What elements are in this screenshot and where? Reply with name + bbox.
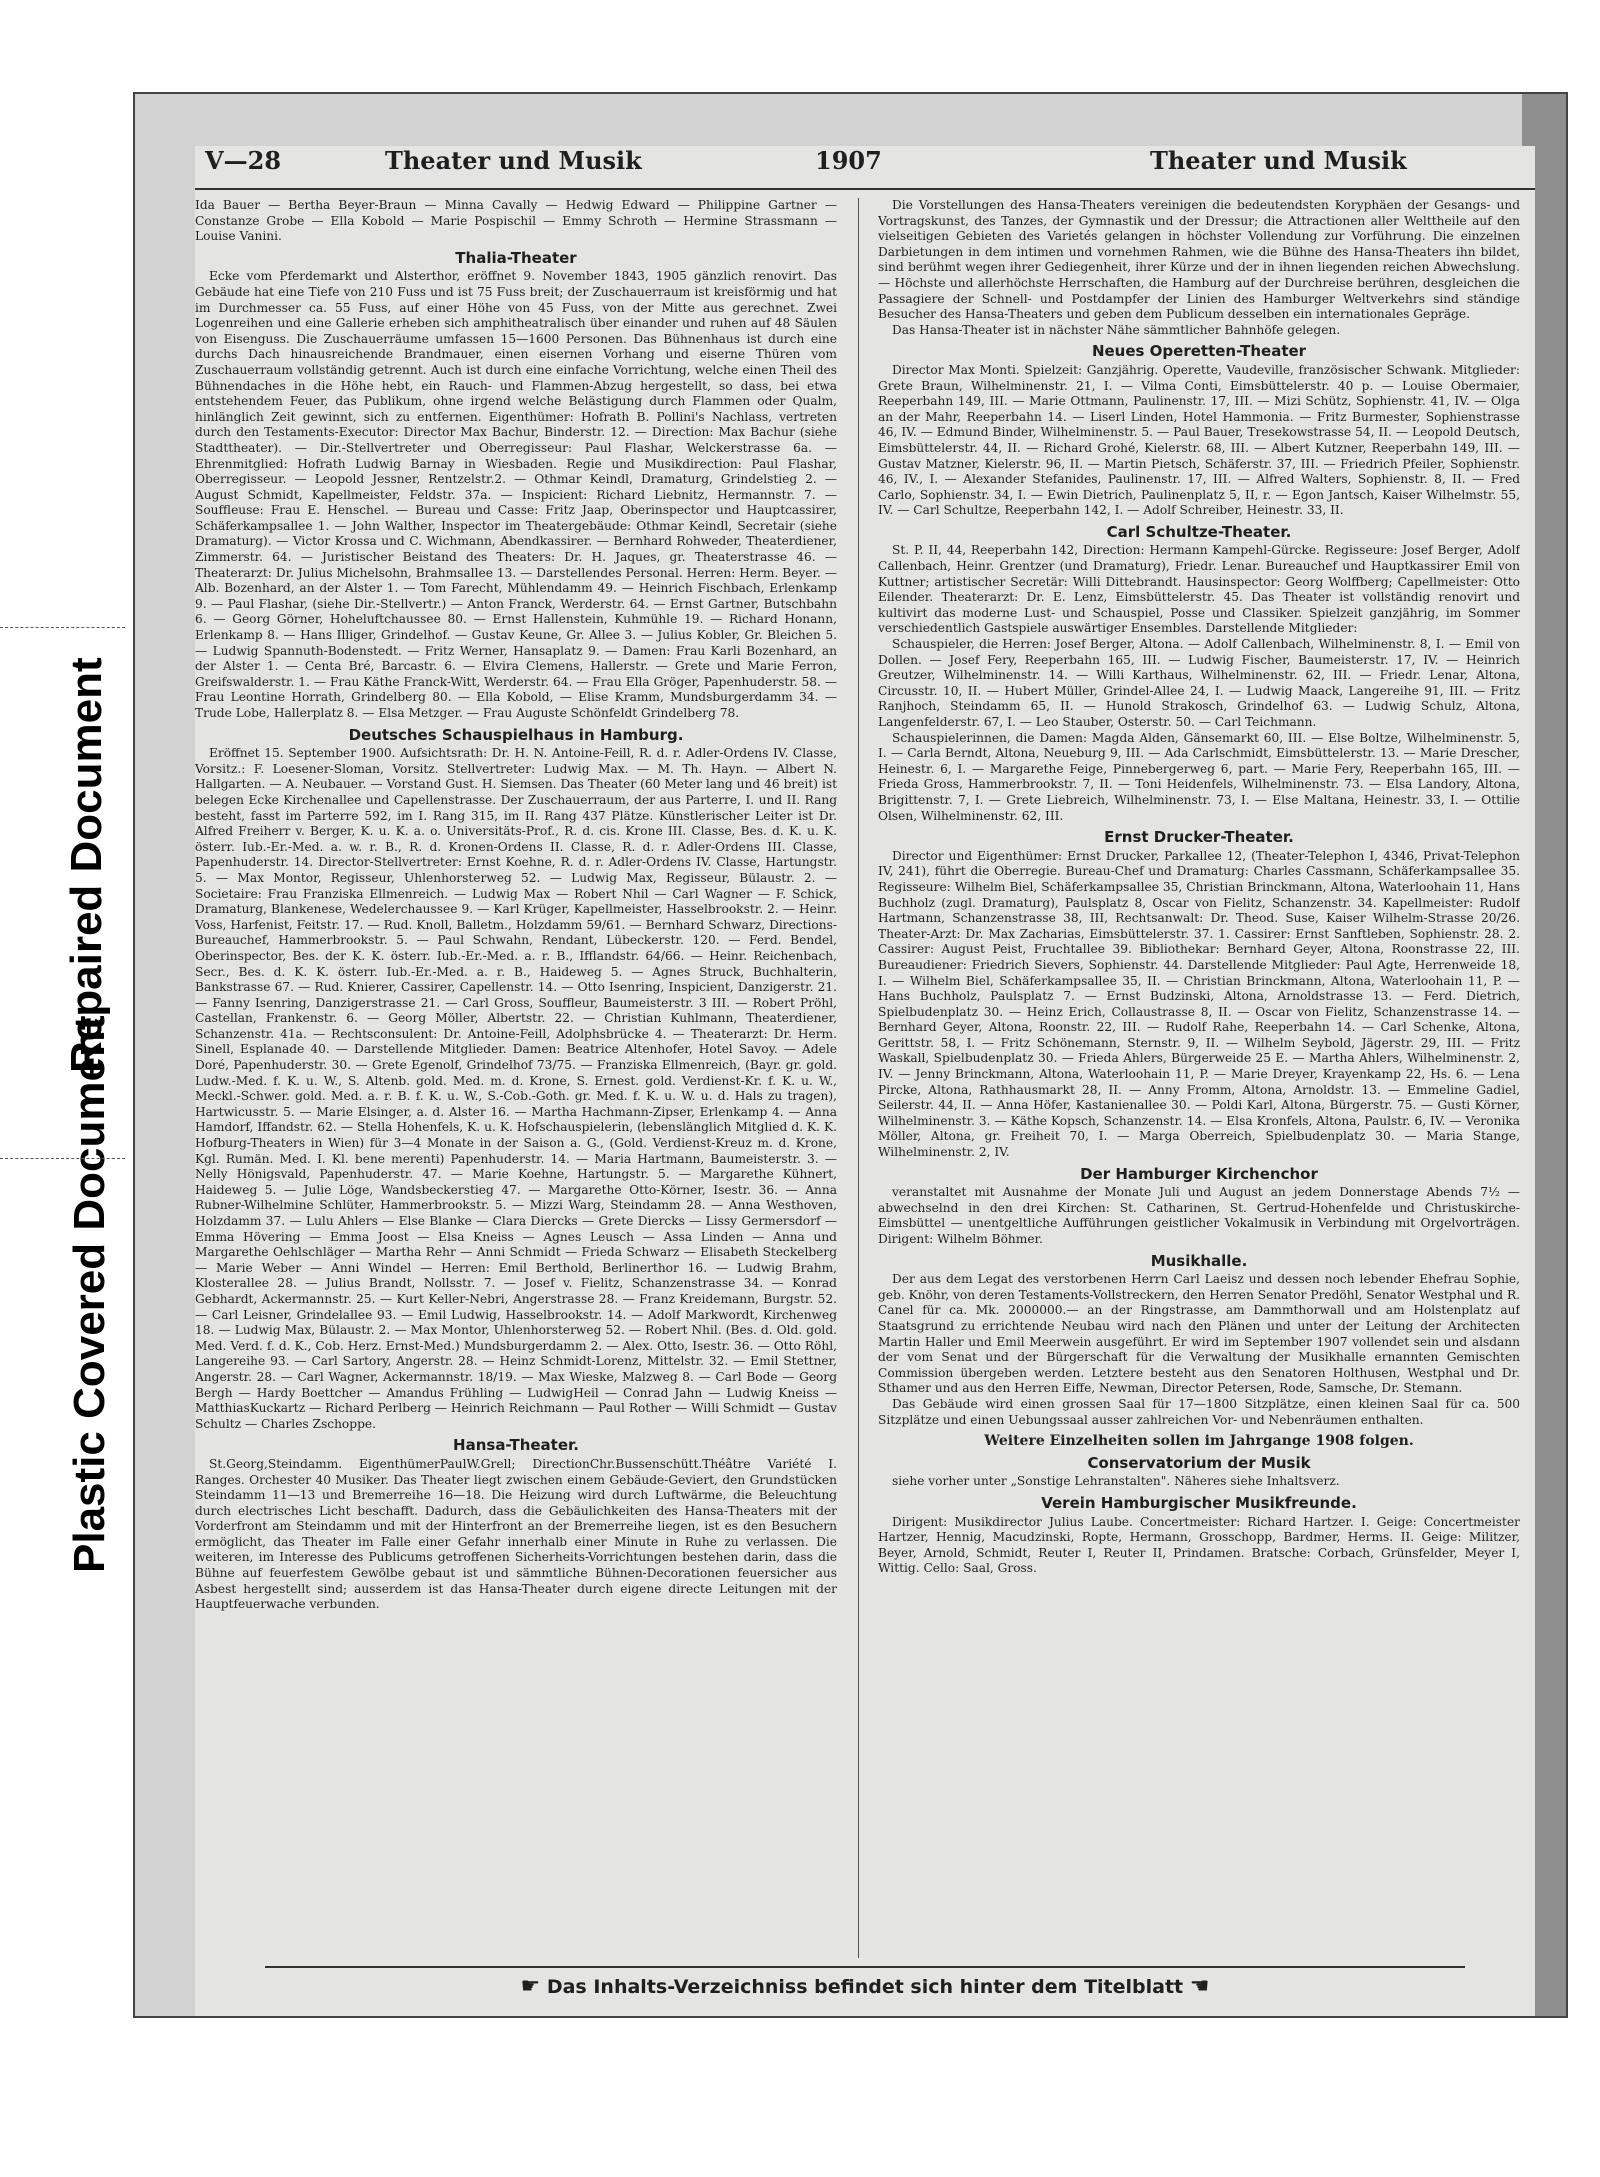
hansa-note: Das Hansa-Theater ist in nächster Nähe sämmtlicher Bahnhöfe gelegen.	[892, 322, 1341, 337]
header-right-title: Theater und Musik	[1150, 146, 1407, 175]
header-left-title: Theater und Musik	[385, 146, 642, 175]
schultze-members-paragraph: Schauspieler, die Herren: Josef Berger, Altona. — Adolf Callenbach, Wilhelminenstr. 8, I. — Emil von Dollen. — Josef Fery, Reeperbahn 165, III. — Ludwig Fischer, Baumeisterstr. 17, IV. — Heinrich Greutzer, Wilhelminenstr. 14. — Willi Karthaus, Wilhelminenstr. 62, III. — Friedr. Lenar, Altona, Circusstr. 10, II. — Hubert Müller, Grindel-Allee 24, I. — Ludwig Maack, Langereihe 91, III. — Fritz Ranjhoch, Steindamm 65, II. — Hunold Strakosch, Grindelhof 63. — Ludwig Schulz, Altona, Langenfelderstr. 67, I. — Leo Stauber, Osterstr. 50. — Carl Teichmann.	[878, 637, 1520, 729]
column-divider	[858, 198, 859, 1958]
verein-heading: Verein Hamburgischer Musikfreunde.	[1041, 1493, 1357, 1512]
schultze-heading: Carl Schultze-Theater.	[1106, 522, 1292, 541]
scanned-page	[133, 92, 1568, 2018]
musikhalle-paragraph-2: Das Gebäude wird einen grossen Saal für 17—1800 Sitzplätze, einen kleinen Saal für ca. 500 Sitzplätze und einen Uebungssaal ausser zahlreichen Vor- und Nebenräumen enthalten.	[878, 1396, 1520, 1427]
intro-paragraph: Ida Bauer — Bertha Beyer-Braun — Minna Cavally — Hedwig Edward — Philippine Gartner — Constanze Grobe — Ella Kobold — Marie Pospischil — Emmy Schroth — Hermine Strassmann — Louise Vanini.	[195, 198, 837, 244]
schauspielhaus-paragraph: Eröffnet 15. September 1900. Aufsichtsrath: Dr. H. N. Antoine-Feill, R. d. r. Adler-Ordens IV. Classe, Vorsitz.: F. Loesener-Sloman, Vorsitz. Stellvertreter: Ludwig Max. — M. Th. Hayn. — Albert N. Hallgarten. — A. Neubauer. — Vorstand Gust. H. Siemsen. Das Theater (60 Meter lang und 46 breit) ist belegen Ecke Kirchenallee und Capellenstrasse. Der Zuschauerraum, der aus Parterre, I. und II. Rang besteht, fasst im Parterre 592, im I. Rang 315, im II. Rang 437 Plätze. Künstlerischer Leiter ist Dr. Alfred Freiherr v. Berger, K. u. K. a. o. Universitäts-Prof., R. d. cis. Krone III. Classe, Bes. d. K. u. K. österr. Iub.-Er.-Med. a. w. r. B., R. d. Kronen-Ordens II. Classe, R. d. r. Adler-Ordens III. Classe, Papenhuderstr. 14. Director-Stellvertreter: Ernst Koehne, R. d. r. Adler-Ordens IV. Classe, Hartungstr. 5. — Max Montor, Regisseur, Uhlenhorsterweg 52. — Ludwig Max, Regisseur, Bülaustr. 2. — Societaire: Frau Franziska Ellmenreich. — Ludwig Max — Robert Nhil — Carl Wagner — F. Schick, Dramaturg, Blankenese, Wedelerchaussee 9. — Karl Krüger, Kapellmeister, Hasselbrookstr. 2. — Heinr. Voss, Harfenist, Feitstr. 17. — Rud. Knoll, Balletm., Holzdamm 59/61. — Bernhard Schwarz, Directions-Bureauchef, Hammerbrookstr. 5. — Paul Schwahn, Rendant, Lübeckerstr. 120. — Ferd. Bendel, Oberinspector, Bes. der K. K. österr. Iub.-Er.-Med. a. r. B., Ifflandstr. 64/66. — Heinr. Reichenbach, Secr., Bes. d. K. K. österr. Iub.-Er.-Med. a. r. B., Haideweg 5. — Agnes Struck, Buchhalterin, Bankstrasse 67. — Rud. Knierer, Cassirer, Capellenstr. 14. — Otto Isenring, Inspicient, Danzigerstr. 21. — Fanny Isenring, Danzigerstrasse 21. — Carl Gross, Souffleur, Baumeisterstr. 3 III. — Robert Pröhl, Castellan, Frankenstr. 6. — Georg Möller, Albertstr. 22. — Christian Kuhlmann, Theaterdiener, Schanzenstr. 41a. — Rechtsconsulent: Dr. Antoine-Feill, Adolphsbrücke 4. — Theaterarzt: Dr. Herm. Sinell, Esplanade 40. — Darstellende Mitglieder. Damen: Beatrice Altenhofer, Hotel Savoy. — Adele Doré, Papenhuderstr. 30. — Grete Egenolf, Grindelhof 73/75. — Franziska Ellmenreich, (Bayr. gr. gold. Ludw.-Med. f. K. u. W., S. Altenb. gold. Med. m. d. Krone, S. Ernest. gold. Verdienst-Kr. f. K. u. W., Meckl.-Schwer. gold. Med. a. r. B. f. K. u. W., S.-Cob.-Goth. gr. Med. f. K. u. W. u. d. Hals zu tragen), Hartwicusstr. 5. — Marie Elsinger, a. d. Alster 16. — Martha Hachmann-Zipser, Erlenkamp 4. — Anna Hamdorf, Iffandstr. 62. — Stella Hohenfels, K. u. K. Hofschauspielerin, (lebenslänglich Mitglied d. K. K. Hofburg-Theaters in Wien) für 3—4 Monate in der Saison a. G., (Gold. Verdienst-Kreuz m. d. Krone, Kgl. Rumän. Med. I. Kl. bene merenti) Papenhuderstr. 14. — Maria Hartmann, Baumeisterstr. 3. — Nelly Hönigsvald, Papenhuderstr. 47. — Marie Koehne, Hartungstr. 5. — Margarethe Kühnert, Haideweg 5. — Julie Löge, Wandsbeckerstieg 47. — Margarethe Otto-Körner, Isestr. 36. — Anna Rubner-Wilhelmine Schlüter, Hammerbrookstr. 5. — Mizzi Warg, Steindamm 28. — Anna Westhoven, Holzdamm 37. — Lulu Ahlers — Else Blanke — Clara Diercks — Grete Diercks — Lissy Germersdorf — Emma Hövering — Emma Joost — Elsa Kneiss — Agnes Leusch — Assa Linden — Anna und Margarethe Oehlschläger — Martha Rehr — Anni Schmidt — Frieda Schwarz — Elisabeth Steckelberg — Marie Weber — Anni Windel — Herren: Emil Berthold, Berlinerthor 16. — Ludwig Brahm, Klosterallee 28. — Julius Brandt, Nollsstr. 7. — Josef v. Fielitz, Schanzenstrasse 34. — Konrad Gebhardt, Ackermannstr. 25. — Kurt Keller-Nebri, Angerstrasse 28. — Franz Kreidemann, Burgstr. 52. — Carl Leisner, Grindelallee 93. — Emil Ludwig, Hasselbrookstr. 14. — Adolf Markwordt, Kirchenweg 18. — Ludwig Max, Bülaustr. 2. — Max Montor, Uhlenhorsterweg 52. — Robert Nhil. (Bes. d. Old. gold. Med. Verd. f. d. K., Cob. Herz. Ernst-Med.) Mundsburgerdamm 2. — Alex. Otto, Isestr. 36. — Otto Röhl, Langereihe 93. — Carl Sartory, Angerstr. 28. — Heinz Schmidt-Lorenz, Mittelstr. 32. — Emil Stettner, Angerstr. 28. — Carl Wagner, Ackermannstr. 18/19. — Max Wieske, Malzweg 8. — Carl Bode — Georg Bergh — Hardy Boettcher — Amandus Frühling — LudwigHeil — Conrad Jahn — Ludwig Kneiss — MatthiasKuckartz — Richard Perlberg — Heinrich Reichmann — Paul Rother — Willi Schmidt — Gustav Schultz — Charles Zschoppe.	[195, 746, 837, 1431]
drucker-heading: Ernst Drucker-Theater.	[1104, 828, 1294, 847]
left-column	[195, 198, 837, 1958]
footer-text: Das Inhalts-Verzeichniss befindet sich hinter dem Titelblatt	[546, 1976, 1184, 1998]
page-number: V—28	[205, 146, 282, 175]
hansa-continued-paragraph: Die Vorstellungen des Hansa-Theaters vereinigen die bedeutendsten Koryphäen der Gesangs- und Vortragskunst, des Tanzes, der Gymnastik und der Dressur; die Attractionen aller Welttheile auf den vielseitigen Gebieten des Varietés gelangen in höchster Vollendung zur Vorführung. Die einzelnen Darbietungen in dem intimen und vornehmen Rahmen, wie die Bühne des Hansa-Theaters ihn bildet, sind berühmt wegen ihrer Gediegenheit, ihrer Kürze und der in ihnen liegenden reichen Abwechslung. — Höchste und allerhöchste Herrschaften, die Hamburg auf der Durchreise berühren, desgleichen die Passagiere der Schnell- und Postdampfer der Linien des Hamburger Weltverkehrs sind ständige Besucher des Hansa-Theaters und geben dem Publicum desselben ein internationales Gepräge.	[878, 198, 1520, 322]
drucker-paragraph: Director und Eigenthümer: Ernst Drucker, Parkallee 12, (Theater-Telephon I, 4346, Privat-Telephon IV, 241), führt die Oberregie. Bureau-Chef und Dramaturg: Charles Cassmann, Schäferkampsallee 35. Regisseure: Wilhelm Biel, Schäferkampsallee 35, Christian Brinckmann, Altona, Waterloohain 11, Hans Buchholz (zugl. Dramaturg), Paulsplatz 8, Oscar von Fielitz, Schanzenstr. 34. Kapellmeister: Rudolf Hartmann, Schanzenstrasse 38, III, Rechtsanwalt: Dr. Theod. Suse, Kaiser Wilhelm-Strasse 20/26. Theater-Arzt: Dr. Max Zacharias, Eimsbüttelerstr. 37. 1. Cassirer: Ernst Sanftleben, Sophienstr. 28. 2. Cassirer: August Peist, Fruchtallee 39. Bibliothekar: Bernhard Geyer, Altona, Roonstrasse 22, III. Bureaudiener: Friedrich Sievers, Sophienstr. 44. Darstellende Mitglieder: Paul Agte, Herrenweide 18, I. — Wilhelm Biel, Schäferkampsallee 35, II. — Christian Brinckmann, Altona, Waterloohain 11, P. — Hans Buchholz, Paulsplatz 7. — Ernst Budzinski, Altona, Arnoldstrasse 13. — Ferd. Dietrich, Spielbudenplatz 30. — Heinz Erich, Collaustrasse 8, II. — Oscar von Fielitz, Schanzenstrasse 14. — Bernhard Geyer, Altona, Roonstr. 22, III. — Rudolf Rahe, Reeperbahn 14. — Carl Schenke, Altona, Gerittstr. 58, I. — Fritz Schönemann, Sternstr. 9, II. — Wilhelm Seybold, Jägerstr. 29, III. — Fritz Waskall, Spielbudenplatz 30. — Frieda Ahlers, Bürgerweide 25 E. — Martha Ahlers, Wilhelminenstr. 2, IV. — Jenny Brinckmann, Altona, Waterloohain 11, P. — Marie Dreyer, Krayenkamp 22, Hs. 6. — Lena Pircke, Altona, Rathhausmarkt 28, II. — Anny Fromm, Altona, Arnoldstr. 13. — Emmeline Gadiel, Seilerstr. 44, II. — Anna Höfer, Kastanienallee 30. — Poldi Karl, Altona, Bürgerstr. 75. — Gusti Körner, Wilhelminenstr. 3. — Käthe Kopsch, Schanzenstr. 14. — Elsa Kronfels, Altona, Paulstr. 6, IV. — Veronika Möller, Altona, gr. Freiheit 70, I. — Marga Oberreich, Spielbudenplatz 30. — Maria Stange, Wilhelminenstr. 2, IV.	[878, 848, 1520, 1160]
repaired-document-label: Repaired Document	[62, 657, 111, 1073]
conservatorium-heading: Conservatorium der Musik	[1087, 1453, 1311, 1472]
plastic-covered-label: Plastic Covered Document	[65, 1015, 114, 1573]
pointing-hand-left-icon: ☛	[520, 1974, 541, 1999]
right-column	[878, 198, 1520, 1958]
schultze-damen-paragraph: Schauspielerinnen, die Damen: Magda Alden, Gänsemarkt 60, III. — Else Boltze, Wilhelminenstr. 5, I. — Carla Berndt, Altona, Neueburg 9, III. — Ada Carlschmidt, Eimsbüttelerstr. 13. — Marie Drescher, Heinestr. 6, I. — Margarethe Feige, Pinnebergerweg 6, part. — Marie Fery, Reeperbahn 165, III. — Frieda Gross, Hammerbrookstr. 7, II. — Toni Heidenfels, Wilhelminenstr. 73. — Elsa Landory, Altona, Brigittenstr. 7, I. — Grete Liebreich, Wilhelminenstr. 73, I. — Else Maltana, Heinestr. 33, I. — Ottilie Olsen, Wilhelminenstr. 62, III.	[878, 730, 1520, 823]
page-header	[195, 146, 1535, 186]
thalia-paragraph: Ecke vom Pferdemarkt und Alsterthor, eröffnet 9. November 1843, 1905 gänzlich renovirt. Das Gebäude hat eine Tiefe von 210 Fuss und ist 75 Fuss breit; der Zuschauerraum ist kreisförmig und hat im Durchmesser ca. 55 Fuss, auf einer Höhe von 45 Fuss, von der Mitte aus gerechnet. Zwei Logenreihen und eine Gallerie erheben sich amphitheatralisch über einander und ruhen auf 48 Säulen von Eisenguss. Die Zuschauerräume umfassen 15—1600 Personen. Das Bühnenhaus ist durch eine durchs Dach hinausreichende Brandmauer, einen eisernen Vorhang und eiserne Thüren vom Zuschauerraum vollständig getrennt. Auch ist durch eine einfache Vorrichtung, welche einen Theil des Bühnendaches in die Höhe hebt, ein Rauch- und Flammen-Abzug hergestellt, so dass, bei etwa entstehendem Feuer, das Publikum, ohne irgend welche Belästigung durch Flammen oder Qualm, hinlänglich Zeit gewinnt, sich zu entfernen. Eigenthümer: Hofrath B. Pollini's Nachlass, vertreten durch den Testaments-Executor: Director Max Bachur, Binderstr. 12. — Direction: Max Bachur (siehe Stadttheater). — Dir.-Stellvertreter und Oberregisseur: Paul Flashar, Welckerstrasse 6a. — Ehrenmitglied: Hofrath Ludwig Barnay in Wiesbaden. Regie und Musikdirection: Paul Flashar, Oberregisseur. — Leopold Jessner, Rentzelstr.2. — Othmar Keindl, Dramaturg, Grindelstieg 2. — August Schmidt, Kapellmeister, Feldstr. 37a. — Inspicient: Richard Liebnitz, Hermannstr. 7. — Souffleuse: Frau E. Henschel. — Bureau und Casse: Fritz Jaap, Oberinspector und Hauptcassirer, Schäferkampsallee 1. — John Walther, Inspector im Theatergebäude: Othmar Keindl, Secretair (siehe Dramaturg). — Victor Krossa und C. Wichmann, Abendkassirer. — Bernhard Rohweder, Theaterdiener, Zimmerstr. 64. — Juristischer Beistand des Theaters: Dr. H. Jaques, gr. Theaterstrasse 46. — Theaterarzt: Dr. Julius Michelsohn, Brahmsallee 13. — Darstellendes Personal. Herren: Herm. Beyer. — Alb. Bozenhard, an der Alster 1. — Tom Farecht, Mühlendamm 49. — Heinrich Fischbach, Erlenkamp 9. — Paul Flashar, (siehe Dir.-Stellvertr.) — Anton Franck, Werderstr. 64. — Ernst Gartner, Butschbahn 6. — Georg Görner, Hoheluftchaussee 80. — Ernst Hallenstein, Kuhmühle 19. — Richard Honann, Erlenkamp 8. — Hans Illiger, Grindelhof. — Gustav Keune, Gr. Allee 3. — Julius Kobler, Gr. Bleichen 5. — Ludwig Spannuth-Bodenstedt. — Fritz Werner, Hansaplatz 9. — Damen: Frau Karli Bozenhard, an der Alster 1. — Centa Bré, Barcastr. 6. — Elvira Clemens, Hallerstr. — Grete und Marie Ferron, Greifswalderstr. 1. — Frau Käthe Franck-Witt, Werderstr. 64. — Frau Ella Gröger, Papenhuderstr. 58. — Frau Leontine Horrath, Grindelberg 80. — Ella Kobold, — Elise Kramm, Mundsburgerdamm 34. — Trude Lobe, Hallerplatz 8. — Elsa Metzger. — Frau Auguste Schönfeldt Grindelberg 78.	[195, 269, 837, 720]
schauspielhaus-heading: Deutsches Schauspielhaus in Hamburg.	[348, 725, 684, 744]
header-rule	[195, 188, 1535, 190]
page-content	[195, 146, 1535, 2018]
musikhalle-note: Weitere Einzelheiten sollen im Jahrgange 1908 folgen.	[984, 1433, 1414, 1450]
footer-note	[195, 1974, 1535, 1999]
pointing-hand-right-icon: ☚	[1189, 1974, 1210, 1999]
verein-paragraph: Dirigent: Musikdirector Julius Laube. Concertmeister: Richard Hartzer. I. Geige: Concertmeister Hartzer, Hennig, Macudzinski, Ropte, Hermann, Grosschopp, Bardmer, Herms. II. Geige: Militzer, Beyer, Arnold, Schmidt, Reuter I, Reuter II, Prindamen. Bratsche: Corbach, Grünsfelder, Meyer I, Wittig. Cello: Saal, Gross.	[878, 1514, 1520, 1576]
hansa-heading: Hansa-Theater.	[453, 1436, 579, 1455]
musikhalle-heading: Musikhalle.	[1150, 1251, 1248, 1270]
footer-rule	[265, 1966, 1465, 1968]
musikhalle-paragraph: Der aus dem Legat des verstorbenen Herrn Carl Laeisz und dessen noch lebender Ehefrau Sophie, geb. Knöhr, von deren Testaments-Vollstreckern, den Herren Senator Predöhl, Senator Westphal und R. Canel für ca. Mk. 2000000.— an der Ringstrasse, am Dammthorwall und am Holstenplatz auf Staatsgrund zu errichtende Neubau wird nach den Plänen und unter der Leitung der Architecten Martin Haller und Emil Meerwein ausgeführt. Er wird im September 1907 vollendet sein und alsdann der vom Senat und der Bürgerschaft für die Verwaltung der Musikhalle ernannten Gemischten Commission übergeben werden. Letztere besteht aus den Senatoren Holthusen, Westphal und Dr. Sthamer und aus den Herren Eiffe, Newman, Director Petersen, Rode, Samsche, Dr. Stemann.	[878, 1272, 1520, 1396]
kirchenchor-paragraph: veranstaltet mit Ausnahme der Monate Juli und August an jedem Donnerstage Abends 7½ — abwechselnd in den drei Kirchen: St. Catharinen, St. Gertrud-Hohenfelde und Christuskirche-Eimsbüttel — unentgeltliche Aufführungen geistlicher Vokalmusik in Verbindung mit Orgelvorträgen. Dirigent: Wilhelm Böhmer.	[878, 1185, 1520, 1246]
header-year: 1907	[815, 146, 882, 175]
dashed-divider-bottom	[0, 1158, 125, 1159]
conservatorium-paragraph: siehe vorher unter „Sonstige Lehranstalten". Näheres siehe Inhaltsverz.	[892, 1474, 1340, 1489]
schultze-paragraph: St. P. II, 44, Reeperbahn 142, Direction: Hermann Kampehl-Gürcke. Regisseure: Josef Berger, Adolf Callenbach, Heinr. Grentzer (und Dramaturg), Friedr. Lenar. Bureauchef und Hauptkassirer Emil von Kuttner; artistischer Secretär: Willi Dittebrandt. Hausinspector: Georg Wolffberg; Capellmeister: Otto Eilender. Theaterarzt: Dr. E. Lenz, Eimsbüttelerstr. 45. Das Theater ist vollständig renovirt und kultivirt das moderne Lust- und Schauspiel, Posse und Classiker. Spielzeit ganzjährig, im Sommer verschiedentlich Gastspiele auswärtiger Ensembles. Darstellende Mitglieder:	[878, 543, 1520, 636]
operetten-heading: Neues Operetten-Theater	[1091, 342, 1307, 361]
thalia-heading: Thalia-Theater	[455, 248, 577, 267]
hansa-paragraph: St.Georg,Steindamm. EigenthümerPaulW.Grell; DirectionChr.Bussenschütt.Théâtre Variété I. Ranges. Orchester 40 Musiker. Das Theater liegt zwischen einem Gebäude-Geviert, den Grundstücken Steindamm 11—13 und Bremerreihe 16—18. Die Heizung wird durch Luftwärme, die Beleuchtung durch electrisches Licht beschafft. Dadurch, dass die Gebäulichkeiten des Hansa-Theaters mit der Vorderfront am Steindamm und mit der Hinterfront an der Bremerreihe liegen, ist es den Besuchern ermöglicht, das Theater im Falle einer Gefahr innerhalb einer Minute in Ruhe zu verlassen. Die weiteren, im Interesse des Publicums getroffenen Sicherheits-Vorrichtungen bestehen darin, dass die Bühne auf feuerfestem Gewölbe gebaut ist und sämmtliche Bühnen-Decorationen feuersicher aus Asbest hergestellt sind; ausserdem ist das Hansa-Theater durch eigene directe Leitungen mit der Hauptfeuerwache verbunden.	[195, 1456, 837, 1612]
operetten-paragraph: Director Max Monti. Spielzeit: Ganzjährig. Operette, Vaudeville, französischer Schwank. Mitglieder: Grete Braun, Wilhelminenstr. 21, I. — Vilma Conti, Eimsbüttelerstr. 40 p. — Louise Obermaier, Reeperbahn 149, III. — Marie Ottmann, Paulinenstr. 17, III. — Mizi Schütz, Sophienstr. 41, IV. — Olga an der Mahr, Reeperbahn 14. — Liserl Linden, Hotel Hammonia. — Fritz Burmester, Sophienstrasse 46, IV. — Edmund Binder, Wilhelminenstr. 5. — Paul Bauer, Tresekowstrasse 54, II. — Leopold Deutsch, Eimsbüttelerstr. 44, II. — Richard Grohé, Kielerstr. 68, III. — Albert Kutzner, Reeperbahn 149, III. — Gustav Matzner, Kielerstr. 96, II. — Martin Pietsch, Schäferstr. 37, III. — Friedrich Pfeiler, Sophienstr. 46, IV., I. — Alexander Stefanides, Paulinenstr. 17, III. — Alfred Walters, Sophienstr. 8, II. — Fred Carlo, Sophienstr. 34, I. — Ewin Dietrich, Paulinenplatz 5, II, r. — Egon Jantsch, Kaiser Wilhelmstr. 55, IV. — Carl Schultze, Reeperbahn 142, I. — Adolf Schreiber, Heinestr. 33, II.	[878, 362, 1520, 518]
dashed-divider-top	[0, 627, 125, 628]
kirchenchor-heading: Der Hamburger Kirchenchor	[1080, 1164, 1318, 1183]
